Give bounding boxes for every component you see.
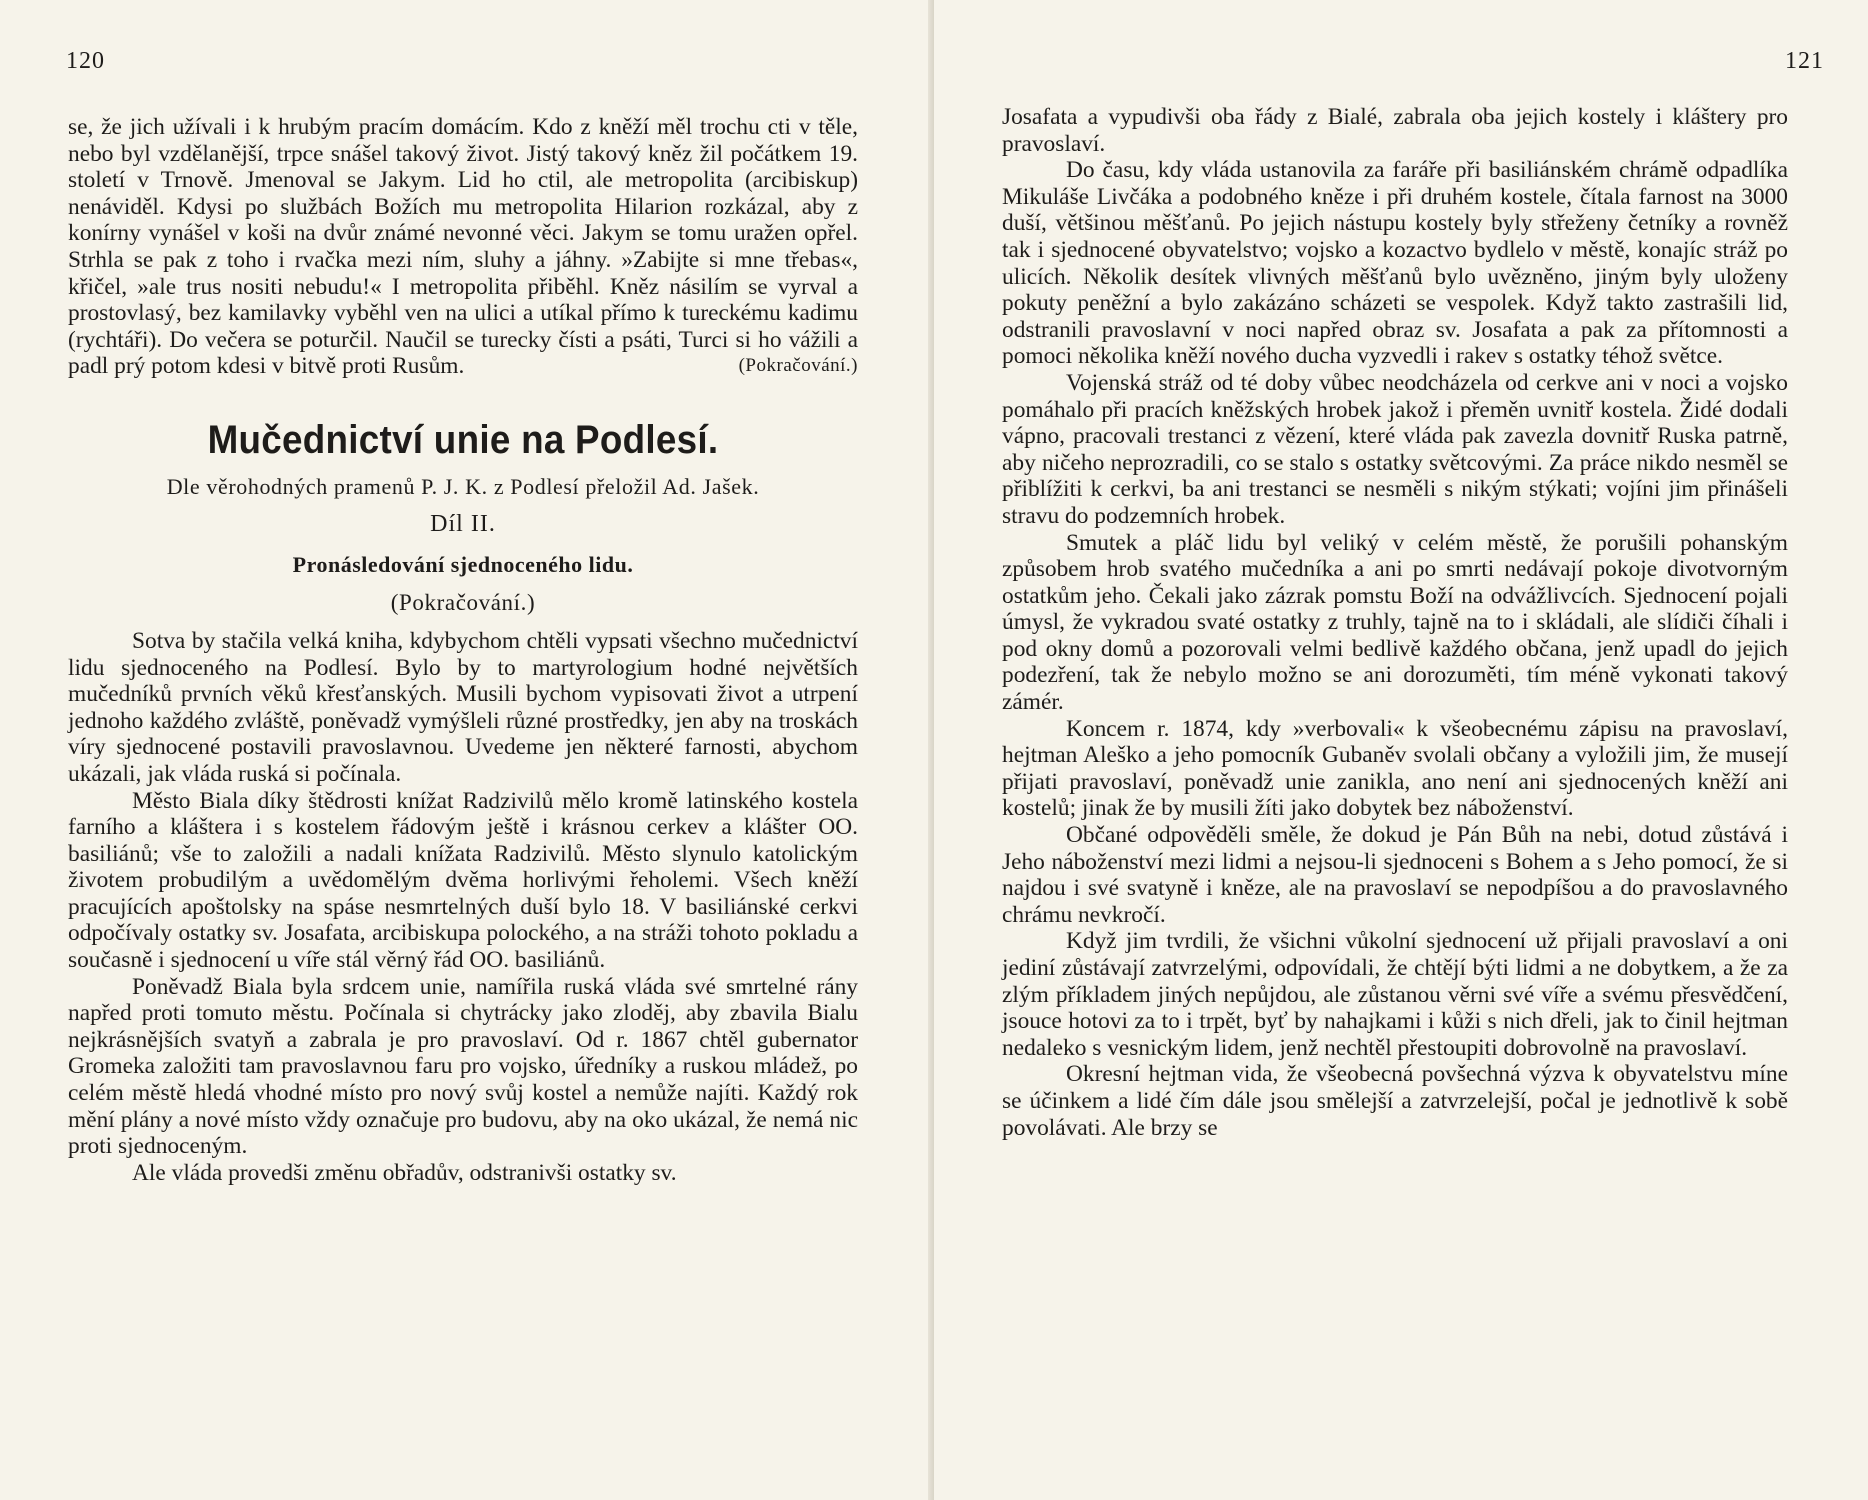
page-number: 120 [66,48,105,74]
paragraph: Vojenská stráž od té doby vůbec neodcházela od cerkve ani v noci a vojsko pomáhalo při pracích kněžských hrobek jakož i přeměn uvnitř kostela. Židé dodali vápno, pracovali trestanci z vězení, které vláda pak zavezla dovnitř Ruska patrně, aby ničeho neprozradili, co se stalo s ostatky světcovými. Za práce nikdo nesměl se přiblížiti k cerkvi, ba ani trestanci se nesměli s nikým stýkati; vojíni jim přinášeli stravu do podzemních hrobek. [1002,369,1788,529]
right-page [934,0,1868,1500]
article-title: Mučednictví unie na Podlesí. [207,417,719,462]
paragraph: Josafata a vypudivši oba řády z Bialé, zabrala oba jejich kostely i kláštery pro pravoslaví. [1002,104,1788,157]
right-text-column [1002,104,1788,1141]
continuation-note: (Pokračování.) [738,355,858,377]
byline: Dle věrohodných pramenů P. J. K. z Podlesí přeložil Ad. Jašek. [166,473,760,499]
paragraph: Město Biala díky štědrosti knížat Radzivilů mělo kromě latinského kostela farního a kláštera i s kostelem řádovým ještě i krásnou cerkev a klášter OO. basiliánů; vše to založili a nadali knížata Radzivilů. Město slynulo katolickým životem probudilým a uvědomělým dvěma horlivými řeholemi. Všech kněží pracujících apoštolsky na spáse nesmrtelných duší bylo 18. V basiliánské cerkvi odpočívaly ostatky sv. Josafata, arcibiskupa polockého, a na stráži tohoto pokladu a současně i sjednocení u víře stál věrný řád OO. basiliánů. [68,787,858,974]
paragraph: Ale vláda provedši změnu obřadův, odstranivši ostatky sv. [132,1159,677,1186]
paragraph: Do času, kdy vláda ustanovila za faráře při basiliánském chrámě odpadlíka Mikuláše Livčáka a podobného kněze i při druhém kostele, čítala farnost na 3000 duší, většinou měšťanů. Po jejich nástupu kostely byly střeženy četníky a rovněž tak i sjednocené obyvatelstvo; vojsko a kozactvo bydlelo v městě, konajíc stráž po ulicích. Několik desítek vlivných měšťanů bylo uvězněno, jiným byly uloženy pokuty peněžní a bylo zakázáno scházeti se vespolek. Když takto zastrašili lid, odstranili pravoslavní v noci napřed obraz sv. Josafata a pak za přítomnosti a pomoci několika kněží nového ducha vyzvedli i rakev s ostatky téhož světce. [1002,157,1788,370]
opening-paragraph [68,114,858,380]
part-heading: Díl II. [430,510,496,537]
paragraph: Když jim tvrdili, že všichni vůkolní sjednocení už přijali pravoslaví a oni jediní zůstávají zatvrzelými, odpovídali, že chtějí býti lidmi a ne dobytkem, a že za zlým příkladem jiných nepůjdou, ale zůstanou věrni své víře a svému přesvědčení, jsouce hotovi za to i trpět, byť by nahajkami i kůži s nich dřeli, jak to činil hejtman nedaleko s vesnickým lidem, jenž nechtěl přestoupiti dobrovolně na pravoslaví. [1002,928,1788,1061]
paragraph: Sotva by stačila velká kniha, kdybychom chtěli vypsati všechno mučednictví lidu sjednoceného na Podlesí. Bylo by to martyrologium hodné největších mučedníků prvních věků křesťanských. Musili bychom vypisovati život a utrpení jednoho každého zvláště, poněvadž vymýšleli různé prostředky, jen aby na troskách víry sjednocené postavili pravoslavnou. Uvedeme jen některé farnosti, abychom ukázali, jak vláda ruská si počínala. [68,627,858,787]
paragraph: Smutek a pláč lidu byl veliký v celém městě, že porušili pohanským způsobem hrob svatého mučedníka a ani po smrti nedávají pokoje divotvorným ostatkům jeho. Čekali jako zázrak pomstu Boží na odvážlivcích. Sjednocení pojali úmysl, že vykradou svaté ostatky z truhly, tajně na to i skládali, ale slídiči číhali i pod okny domů a pozorovali velmi bedlivě každého občana, jenž upadl do jejich podezření, tak že nebylo možno se ani dorozuměti, tím méně vykonati takový zámér. [1002,529,1788,716]
opening-paragraph-text: se, že jich užívali i k hrubým pracím domácím. Kdo z kněží měl trochu cti v těle, nebo byl vzdělanější, trpce snášel takový život. Jistý takový kněz žil počátkem 19. století v Trnově. Jmenoval se Jakym. Lid ho ctil, ale metropolita (arcibiskup) nenáviděl. Kdysi po službách Božích mu metropolita Hilarion rozkázal, aby z konírny vynášel v koši na dvůr známé nevonné věci. Jakym se tomu uražen opřel. Strhla se pak z toho i rvačka mezi ním, sluhy a jáhny. »Zabijte si mne třebas«, křičel, »ale trus nositi nebudu!« I metropolita přiběhl. Kněz násilím se vyrval a prostovlasý, bez kamilavky vyběhl ven na ulici a utíkal přímo k tureckému kadimu (rychtáři). Do večera se poturčil. Naučil se turecky čísti a psáti, Turci si ho vážili a padl prý potom kdesi v bitvě proti Rusům. [68,114,858,380]
paragraph: Poněvadž Biala byla srdcem unie, namířila ruská vláda své smrtelné rány napřed proti tomuto městu. Počínala si chytrácky jako zloděj, aby zbavila Bialu nejkrásnějších svatyň a zabrala je pro pravoslaví. Od r. 1867 chtěl gubernator Gromeka založiti tam pravoslavnou faru pro vojsko, úředníky a ruskou mládež, po celém městě hledá vhodné místo pro nový svůj kostel a nemůže najíti. Každý rok mění plány a nové místo vždy označuje pro budovu, aby na oko ukázal, že nemá nic proti sjednoceným. [68,973,858,1160]
paragraph: Občané odpověděli směle, že dokud je Pán Bůh na nebi, dotud zůstává i Jeho náboženství mezi lidmi a nejsou-li sjednoceni s Bohem a s Jeho pomocí, že si najdou i své svatyně i kněze, ale na pravoslaví se nepodpíšou a do pravoslavného chrámu nevkročí. [1002,822,1788,928]
page-number: 121 [1785,48,1824,74]
paragraph: Okresní hejtman vida, že všeobecná povšechná výzva k obyvatelstvu míne se účinkem a lidé čím dále jsou smělejší a zatvrzelejší, počal je jednotlivě k sobě povolávati. Ale brzy se [1002,1061,1788,1141]
continued-label: (Pokračování.) [390,589,536,615]
section-title: Pronásledování sjednoceného lidu. [292,551,634,577]
paragraph: Koncem r. 1874, kdy »verbovali« k všeobecnému zápisu na pravoslaví, hejtman Aleško a jeho pomocník Gubaněv svolali občany a vyložili jim, že musejí přijati pravoslaví, poněvadž unie zanikla, ano není ani sjednocených kněží ani kostelů; jinak že by musili žíti jako dobytek bez náboženství. [1002,715,1788,822]
left-text-column [68,114,858,1186]
